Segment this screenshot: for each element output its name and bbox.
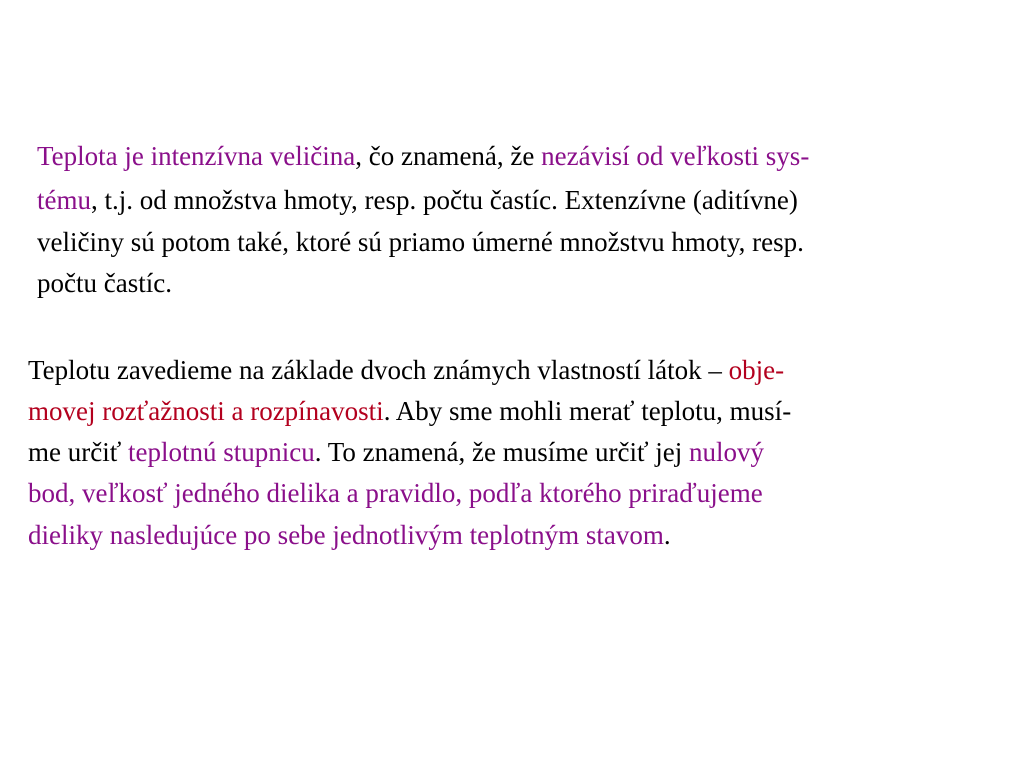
text-segment: veličiny sú potom také, ktoré sú priamo úmerné množstvu hmoty, resp. bbox=[37, 227, 804, 257]
term-volumetric-expansion: obje- bbox=[728, 355, 785, 385]
term-independent-of-size: nezávisí od veľkosti sys- bbox=[541, 141, 810, 171]
text-segment: Teplotu zavedieme na základe dvoch známych vlastností látok – bbox=[28, 355, 729, 385]
text-segment: počtu častíc. bbox=[37, 268, 172, 298]
term-temperature-scale: teplotnú stupnicu bbox=[128, 437, 315, 467]
paragraph1-line-2 bbox=[37, 180, 798, 220]
paragraph2-line-2 bbox=[28, 391, 791, 431]
paragraph2-line-4 bbox=[28, 473, 763, 513]
paragraph2-line-5 bbox=[28, 515, 671, 555]
text-segment: me určiť bbox=[28, 437, 128, 467]
term-zero-point-cont: bod, veľkosť jedného dielika a pravidlo, podľa ktorého priraďujeme bbox=[28, 478, 763, 508]
term-independent-of-size-cont: tému bbox=[37, 185, 91, 215]
paragraph1-line-3 bbox=[37, 222, 804, 262]
text-segment: . bbox=[663, 520, 671, 550]
text-segment: . Aby sme mohli merať teplotu, musí- bbox=[383, 396, 792, 426]
paragraph2-line-1 bbox=[28, 350, 784, 390]
paragraph1-line-1 bbox=[37, 136, 809, 176]
term-zero-point: nulový bbox=[689, 437, 765, 467]
term-intensive-quantity: Teplota je intenzívna veličina bbox=[37, 141, 356, 171]
text-segment: , t.j. od množstva hmoty, resp. počtu častíc. Extenzívne (aditívne) bbox=[91, 185, 798, 215]
text-segment: , čo znamená, že bbox=[355, 141, 542, 171]
text-segment: . To znamená, že musíme určiť jej bbox=[314, 437, 690, 467]
paragraph1-line-4 bbox=[37, 263, 172, 303]
term-volumetric-expansion-cont: movej rozťažnosti a rozpínavosti bbox=[28, 396, 384, 426]
term-zero-point-end: dieliky nasledujúce po sebe jednotlivým teplotným stavom bbox=[28, 520, 664, 550]
paragraph2-line-3 bbox=[28, 432, 764, 472]
